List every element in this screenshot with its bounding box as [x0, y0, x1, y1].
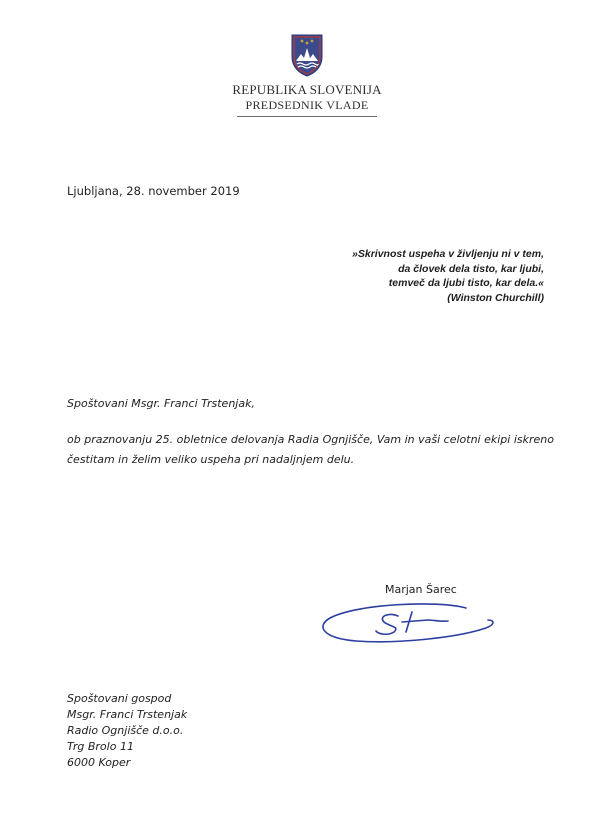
- body-line: čestitam in želim veliko uspeha pri nadaljnjem delu.: [67, 453, 355, 466]
- quote-line: »Skrivnost uspeha v življenju ni v tem,: [352, 248, 544, 260]
- quote-line: temveč da ljubi tisto, kar dela.«: [388, 277, 544, 289]
- address-line: Radio Ognjišče d.o.o.: [67, 724, 184, 737]
- letterhead-office: PREDSEDNIK VLADE: [245, 98, 369, 112]
- letterhead: [221, 82, 393, 117]
- quote-attribution: (Winston Churchill): [447, 291, 544, 304]
- letter-body: [67, 430, 553, 470]
- address-line: Spoštovani gospod: [67, 692, 172, 705]
- slovenia-coat-of-arms-icon: [289, 33, 325, 77]
- handwritten-signature-icon: [316, 598, 500, 646]
- address-line: Msgr. Franci Trstenjak: [67, 708, 188, 721]
- letterhead-divider: [237, 116, 377, 117]
- letterhead-country: REPUBLIKA SLOVENIJA: [232, 82, 382, 97]
- letter-date: Ljubljana, 28. november 2019: [67, 184, 240, 198]
- churchill-quote: [352, 247, 544, 305]
- recipient-address: [67, 691, 187, 771]
- salutation: Spoštovani Msgr. Franci Trstenjak,: [67, 397, 255, 410]
- quote-line: da človek dela tisto, kar ljubi,: [398, 262, 544, 275]
- address-line: 6000 Koper: [67, 756, 131, 769]
- body-line: ob praznovanju 25. obletnice delovanja Radia Ognjišče, Vam in vaši celotni ekipi iskreno: [67, 433, 554, 446]
- signer-name: Marjan Šarec: [385, 583, 457, 596]
- address-line: Trg Brolo 11: [67, 740, 134, 753]
